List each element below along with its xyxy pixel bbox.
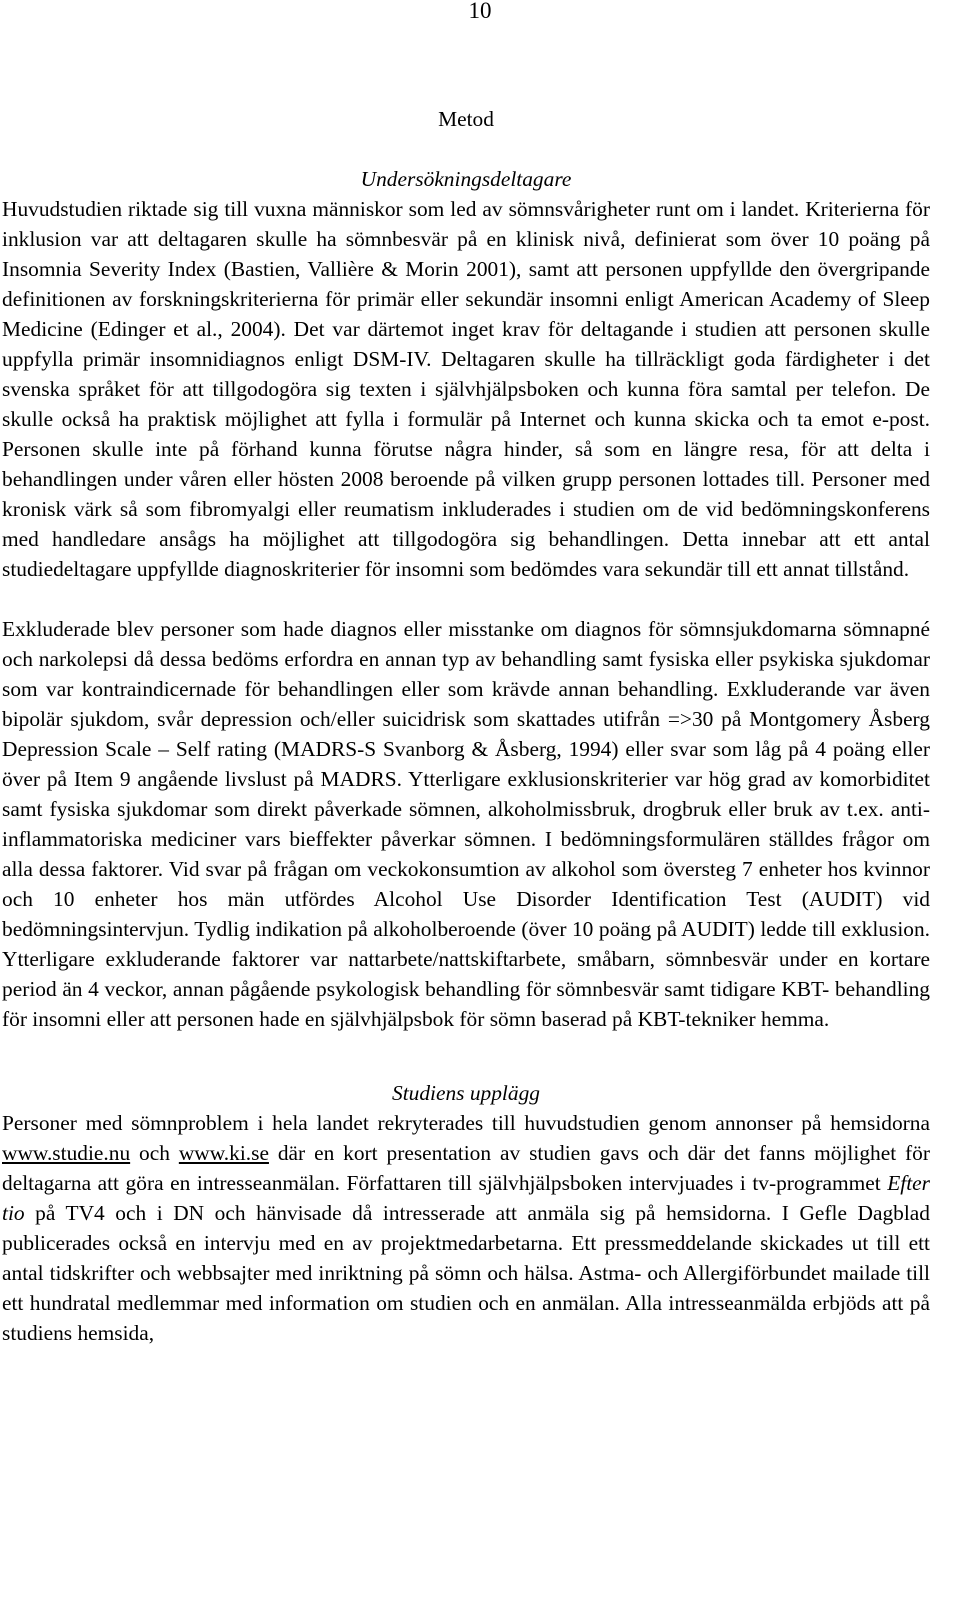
paragraph-text: Personer med sömnproblem i hela landet rekryterades till huvudstudien genom annonser på hemsidorna	[2, 1111, 930, 1135]
paragraph-text: och	[130, 1141, 179, 1165]
paragraph-text: där en kort presentation av studien gavs och där det fanns möjlighet för deltagarna att göra en intresseanmälan. Författaren till självhjälpsboken intervjuades i tv-programmet	[2, 1141, 930, 1195]
paragraph-study-design	[2, 1108, 930, 1348]
section-spacer	[2, 1034, 930, 1064]
paragraph-spacer	[2, 584, 930, 614]
link-ki-se[interactable]: www.ki.se	[178, 1141, 269, 1165]
paragraph-exclusion-criteria: Exkluderade blev personer som hade diagnos eller misstanke om diagnos för sömnsjukdomarna sömnapné och narkolepsi då dessa bedöms erfordra en annan typ av behandling samt fysiska eller psykiska sjukdomar som var kontraindicernade för behandlingen eller som krävde annan behandling. Exkluderande var även bipolär sjukdom, svår depression och/eller suicidrisk som skattades utifrån =>30 på Montgomery Åsberg Depression Scale – Self rating (MADRS-S Svanborg & Åsberg, 1994) eller svar som låg på 4 poäng eller över på Item 9 angående livslust på MADRS. Ytterligare exklusionskriterier var hög grad av komorbiditet samt fysiska sjukdomar som direkt påverkade sömnen, alkoholmissbruk, drogbruk eller bruk av t.ex. anti-inflammatoriska mediciner vars bieffekter påverkar sömnen. I bedömningsformulären ställdes frågor om alla dessa faktorer. Vid svar på frågan om veckokonsumtion av alkohol som översteg 7 enheter hos kvinnor och 10 enheter hos män utfördes Alcohol Use Disorder Identification Test (AUDIT) vid bedömningsintervjun. Tydlig indikation på alkoholberoende (över 10 poäng på AUDIT) ledde till exklusion. Ytterligare exkluderande faktorer var nattarbete/nattskiftarbete, småbarn, sömnbesvär under en kortare period än 4 veckor, annan pågående psykologisk behandling för sömnbesvär samt tidigare KBT- behandling för insomni eller att personen hade en självhjälpsbok för sömn baserad på KBT-tekniker hemma.	[2, 617, 930, 1031]
link-studie-nu[interactable]: www.studie.nu	[2, 1141, 131, 1165]
paragraph-text: på TV4 och i DN och hänvisade då intresserade att anmäla sig på hemsidorna. I Gefle Dagblad publicerades också en intervju med en av projektmedarbetarna. Ett pressmeddelande skickades ut till ett antal tidskrifter och webbsajter med inriktning på sömn och hälsa. Astma- och Allergiförbundet mailade till ett hundratal medlemmar med information om studien och en anmälan. Alla intresseanmälda erbjöds att på studiens hemsida,	[2, 1201, 930, 1345]
subsection-heading-undersokningsdeltagare: Undersökningsdeltagare	[360, 167, 572, 191]
subsection-heading-studiens-upplagg: Studiens upplägg	[392, 1081, 540, 1105]
page-content	[2, 104, 930, 1348]
section-heading-metod: Metod	[438, 107, 494, 131]
page-number: 10	[468, 0, 492, 23]
tv-program-title: Efter tio	[2, 1171, 930, 1225]
paragraph-inclusion-criteria: Huvudstudien riktade sig till vuxna människor som led av sömnsvårigheter runt om i landet. Kriterierna för inklusion var att deltagaren skulle ha sömnbesvär på en klinisk nivå, definierat som över 10 poäng på Insomnia Severity Index (Bastien, Vallière & Morin 2001), samt att personen uppfyllde den övergripande definitionen av forskningskriterierna för primär eller sekundär insomni enligt American Academy of Sleep Medicine (Edinger et al., 2004). Det var därtemot inget krav för deltagande i studien att personen skulle uppfylla primär insomnidiagnos enligt DSM-IV. Deltagaren skulle ha tillräckligt goda färdigheter i det svenska språket för att tillgodogöra sig texten i självhjälpsboken och kunna föra samtal per telefon. De skulle också ha praktisk möjlighet att fylla i formulär på Internet och kunna skicka och ta emot e-post. Personen skulle inte på förhand kunna förutse några hinder, så som en längre resa, för att delta i behandlingen under våren eller hösten 2008 beroende på vilken grupp personen lottades till. Personer med kronisk värk så som fibromyalgi eller reumatism inkluderades i studien om de vid bedömningskonferens med handledare ansågs ha möjlighet att tillgodogöra sig behandlingen. Detta innebar att ett antal studiedeltagare uppfyllde diagnoskriterier för insomni som bedömdes vara sekundär till ett annat tillstånd.	[2, 197, 930, 581]
